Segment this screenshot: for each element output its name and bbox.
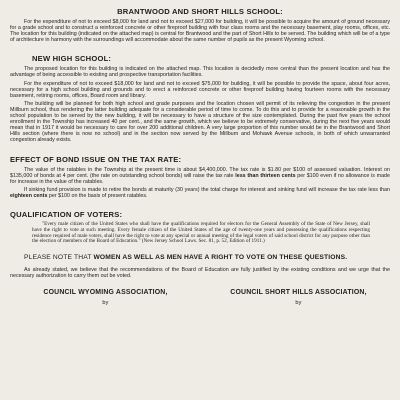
signature-short-hills (211, 289, 386, 306)
signature-short-hills-name: COUNCIL SHORT HILLS ASSOCIATION, (230, 288, 367, 296)
section-heading-tax-rate: EFFECT OF BOND ISSUE ON THE TAX RATE: (10, 154, 182, 164)
new-high-paragraph-1: The proposed location for this building is indicated on the attached map. This location is decidedly more central than the present location and has the advantage of being accessible to existing and prospective transportation facilities. (10, 66, 390, 79)
signature-wyoming-by: by (102, 299, 109, 306)
new-high-paragraph-3: The building will be planned for both high school and grade purposes and the location chosen will permit of its relieving the congestion in the present Millburn school, thus rendering the latter building adequate for a considerable period of time to come. To do this and to provide for a reasonable growth in the school population to be served by the new building, it will be necessary to have a structure of the size contemplated. During the past five years the school enrollment in the Township has increased 40 per cent., and the same growth, which we believe to be extremely conservative, during the next five years would mean that in 1917 it would be necessary to care for over 200 additional children. A very large proportion of this number would be in the Brantwood and Short Hills section (where there is now no school) and in the section now served by the Millburn and Mohawk Avenue schools, in both of which unwarranted congestion already exists. (10, 100, 390, 144)
notice-emphasis: WOMEN AS WELL AS MEN HAVE A RIGHT TO VOTE ON THESE QUESTIONS. (93, 254, 348, 262)
tax-emphasis-2: eighteen cents (10, 192, 48, 199)
women-voting-notice: PLEASE NOTE THAT WOMEN AS WELL AS MEN HAVE A RIGHT TO VOTE ON THESE QUESTIONS. (24, 254, 348, 262)
tax-emphasis-1: less than thirteen cents (235, 172, 296, 179)
tax-paragraph-2: If sinking fund provision is made to retire the bonds at maturity (30 years) the total charge for interest and sinking fund will increase the tax rate less than eighteen cents per $100 on the basis of present ratables. (10, 186, 390, 199)
signature-short-hills-by: by (295, 299, 302, 306)
signature-wyoming (18, 289, 193, 306)
school-law-quote: "Every male citizen of the United States who shall have the qualifications required for electors for the General Assembly of the State of New Jersey, shall have the right to vote at such meeting. Every female citizen of the United States of the age of twenty-one years and possessing the qualifications respecting residence required of male voters, shall have the right to vote at any special or annual meeting of the legal voters of said school district for any purpose other than the election of members of the Board of Education." (New Jersey School Laws. Sec. 81, p. 52, Edition of 1911.) (32, 220, 370, 245)
section-heading-new-high-school: NEW HIGH SCHOOL: (32, 54, 112, 64)
closing-paragraph: As already stated, we believe that the recommendations of the Board of Education are fully justified by the existing conditions and we urge that the necessary authorization to carry them out be voted. (10, 266, 390, 279)
signature-wyoming-name: COUNCIL WYOMING ASSOCIATION, (43, 288, 168, 296)
brantwood-paragraph: For the expenditure of not to exceed $8,000 for land and not to exceed $27,000 for building, it will be possible to acquire the amount of ground necessary for a grade school and to construct a reinforced concrete or other fireproof building with four class rooms and the necessary basement, play rooms, offices, etc. The location for this building (indicated on the attached map) is central for Brantwood and the part of Short Hills to be served. The building which will be of a type of architecture in harmony with the surroundings will accommodate about the same number of pupils as the present Wyoming school. (10, 19, 390, 44)
section-heading-brantwood: BRANTWOOD AND SHORT HILLS SCHOOL: (117, 7, 283, 16)
section-heading-voters: QUALIFICATION OF VOTERS: (10, 209, 123, 219)
signature-block (10, 289, 390, 306)
new-high-paragraph-2: For the expenditure of not to exceed $18,000 for land and not to exceed $75,000 for building, it will be possible to provide the space, about four acres, necessary for a high school building and grounds and to erect a reinforced concrete or other fireproof building having fourteen rooms with the necessary basement, retiring rooms, offices, Board room and library. (10, 80, 390, 99)
tax-paragraph-1: The value of the ratables in the Township at the present time is about $4,400,000. The tax rate is $1.80 per $100 of assessed valuation. Interest on $135,000 of bonds at 4 per cent. (the rate on outstanding school bonds) will raise the tax rate less than thirteen cents per $100 even if no allowance is made for increase in the value of the ratables. (10, 166, 390, 185)
